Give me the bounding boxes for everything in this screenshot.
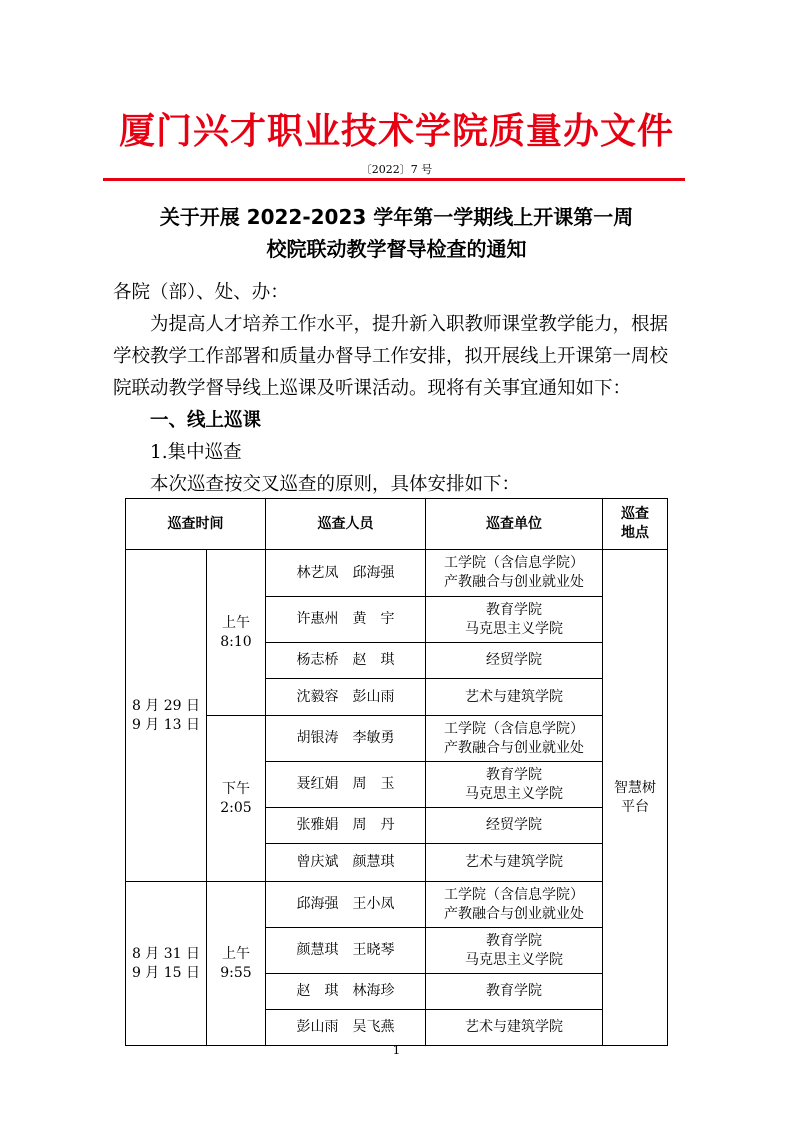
people-cell: 沈毅容 彭山雨 bbox=[266, 679, 426, 716]
unit-cell: 教育学院 马克思主义学院 bbox=[426, 928, 603, 974]
header-unit: 巡查单位 bbox=[426, 499, 603, 550]
table-row bbox=[126, 550, 668, 597]
people-cell: 杨志桥 赵 琪 bbox=[266, 643, 426, 679]
header-red-rule bbox=[103, 178, 685, 181]
unit-cell: 艺术与建筑学院 bbox=[426, 844, 603, 882]
people-cell: 张雅娟 周 丹 bbox=[266, 808, 426, 844]
people-cell: 颜慧琪 王晓琴 bbox=[266, 928, 426, 974]
intro-line-3: 院联动教学督导线上巡课及听课活动。现将有关事宜通知如下： bbox=[113, 378, 632, 399]
section-heading-1: 一、线上巡课 bbox=[150, 410, 262, 431]
people-cell: 胡银涛 李敏勇 bbox=[266, 716, 426, 762]
unit-cell: 经贸学院 bbox=[426, 643, 603, 679]
people-cell: 林艺凤 邱海强 bbox=[266, 550, 426, 597]
document-number: 〔2022〕7 号 bbox=[360, 163, 433, 176]
unit-cell: 工学院（含信息学院） 产教融合与创业就业处 bbox=[426, 716, 603, 762]
subsection-heading-1: 1.集中巡查 bbox=[150, 442, 242, 463]
unit-cell: 工学院（含信息学院） 产教融合与创业就业处 bbox=[426, 882, 603, 928]
unit-cell: 教育学院 bbox=[426, 974, 603, 1010]
intro-line-1: 为提高人才培养工作水平，提升新入职教师课堂教学能力，根据 bbox=[150, 314, 669, 335]
session-time-cell: 下午 2:05 bbox=[207, 716, 266, 882]
unit-cell: 艺术与建筑学院 bbox=[426, 679, 603, 716]
notice-title-line-1: 关于开展 2022-2023 学年第一学期线上开课第一周 bbox=[159, 205, 634, 229]
people-cell: 聂红娟 周 玉 bbox=[266, 762, 426, 808]
page-number: 1 bbox=[392, 1043, 401, 1057]
intro-line-2: 学校教学工作部署和质量办督导工作安排，拟开展线上开课第一周校 bbox=[113, 346, 669, 367]
people-cell: 曾庆斌 颜慧琪 bbox=[266, 844, 426, 882]
session-time-cell: 上午 8:10 bbox=[207, 550, 266, 716]
document-header-title: 厦门兴才职业技术学院质量办文件 bbox=[118, 110, 674, 152]
table-row bbox=[126, 882, 668, 928]
salutation: 各院（部）、处、办： bbox=[113, 282, 289, 303]
unit-cell: 教育学院 马克思主义学院 bbox=[426, 597, 603, 643]
table-header-row bbox=[126, 499, 668, 550]
table-row bbox=[126, 716, 668, 762]
people-cell: 赵 琪 林海珍 bbox=[266, 974, 426, 1010]
people-cell: 彭山雨 吴飞燕 bbox=[266, 1010, 426, 1046]
session-time-cell: 上午 9:55 bbox=[207, 882, 266, 1046]
people-cell: 邱海强 王小凤 bbox=[266, 882, 426, 928]
notice-title-line-2: 校院联动教学督导检查的通知 bbox=[266, 237, 527, 261]
date-cell: 8 月 29 日 9 月 13 日 bbox=[126, 550, 207, 882]
header-time: 巡查时间 bbox=[126, 499, 266, 550]
header-place: 巡查 地点 bbox=[603, 499, 668, 550]
header-people: 巡查人员 bbox=[266, 499, 426, 550]
arrangement-line: 本次巡查按交叉巡查的原则，具体安排如下： bbox=[150, 474, 521, 495]
unit-cell: 工学院（含信息学院） 产教融合与创业就业处 bbox=[426, 550, 603, 597]
inspection-schedule-table bbox=[125, 498, 668, 1046]
people-cell: 许惠州 黄 宇 bbox=[266, 597, 426, 643]
place-cell: 智慧树 平台 bbox=[603, 550, 668, 1046]
unit-cell: 经贸学院 bbox=[426, 808, 603, 844]
unit-cell: 教育学院 马克思主义学院 bbox=[426, 762, 603, 808]
date-cell: 8 月 31 日 9 月 15 日 bbox=[126, 882, 207, 1046]
unit-cell: 艺术与建筑学院 bbox=[426, 1010, 603, 1046]
